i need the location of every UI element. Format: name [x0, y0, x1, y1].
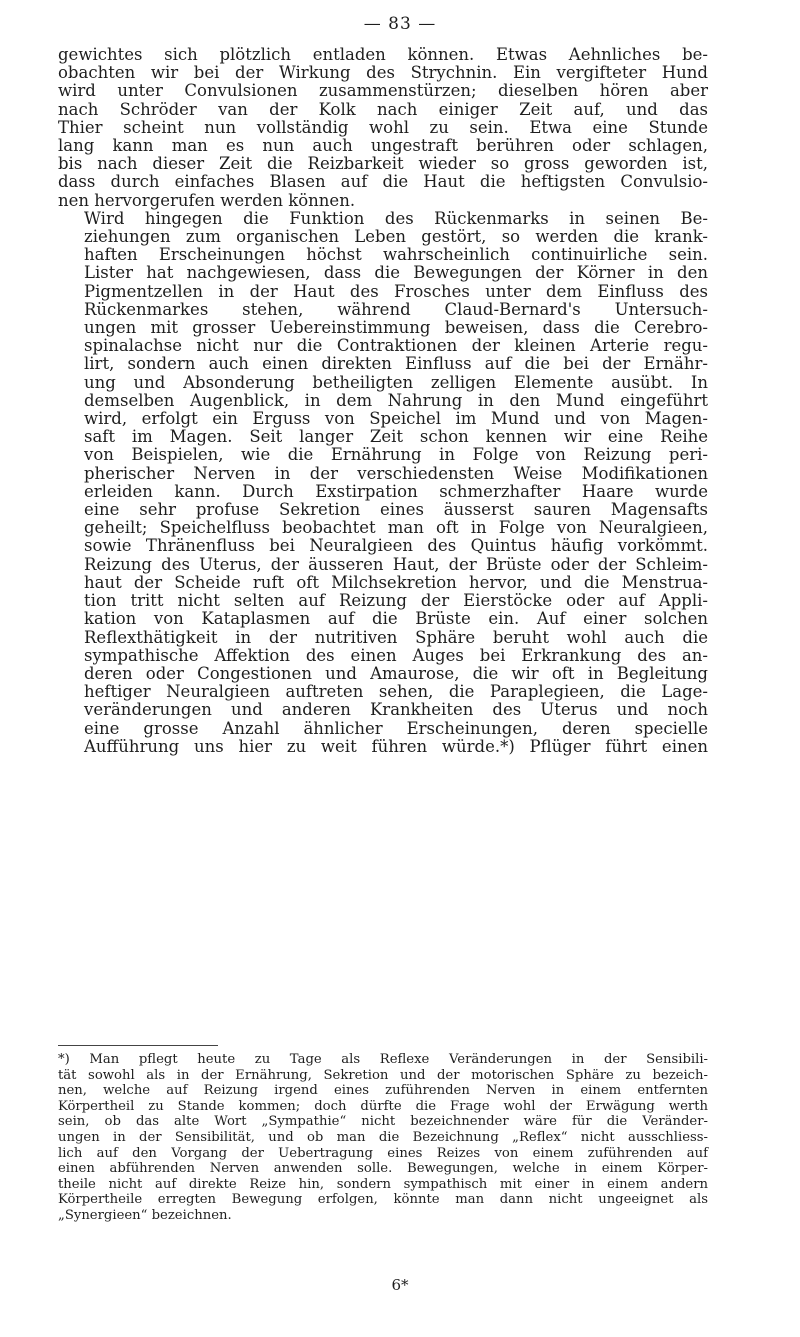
text-line: eine grosse Anzahl ähnlicher Erscheinungen, deren specielle: [84, 718, 708, 738]
text-line: von Beispielen, wie die Ernährung in Folge von Reizung peri-: [84, 445, 708, 465]
footnote-line: theile nicht auf direkte Reize hin, sondern sympathisch mit einer in einem andern: [58, 1176, 708, 1192]
text-line: pherischer Nerven in der verschiedensten Weise Modifikationen: [84, 463, 708, 483]
paragraph-1: [58, 46, 708, 210]
footnote-line: Körpertheil zu Stande kommen; doch dürfte die Frage wohl der Erwägung werth: [58, 1098, 708, 1114]
footnote-line: ungen in der Sensibilität, und ob man die Bezeichnung „Reflex“ nicht ausschliess-: [58, 1129, 708, 1145]
text-line: deren oder Congestionen und Amaurose, die wir oft in Begleitung: [84, 663, 708, 683]
text-line: wird, erfolgt ein Erguss von Speichel im Mund und von Magen-: [84, 409, 708, 429]
text-line: nen hervorgerufen werden können.: [58, 190, 356, 210]
main-text: [58, 46, 708, 756]
paragraph-2: [58, 210, 708, 756]
text-line: heftiger Neuralgieen auftreten sehen, die Paraplegieen, die Lage-: [84, 682, 708, 702]
text-line: wird unter Convulsionen zusammenstürzen; dieselben hören aber: [58, 81, 708, 101]
text-line: Reflexthätigkeit in der nutritiven Sphäre beruht wohl auch die: [84, 627, 708, 647]
text-line: tion tritt nicht selten auf Reizung der Eierstöcke oder auf Appli-: [84, 591, 708, 611]
text-line: Thier scheint nun vollständig wohl zu sein. Etwa eine Stunde: [58, 117, 708, 137]
text-line: Pigmentzellen in der Haut des Frosches unter dem Einfluss des: [84, 281, 708, 301]
footnote-line: Körpertheile erregten Bewegung erfolgen, könnte man dann nicht ungeeignet als: [58, 1192, 708, 1208]
text-line: ziehungen zum organischen Leben gestört, so werden die krank-: [84, 227, 708, 247]
text-line: haften Erscheinungen höchst wahrscheinlich continuirliche sein.: [84, 245, 708, 265]
footnote-line: einen abführenden Nerven anwenden solle. Bewegungen, welche in einem Körper-: [58, 1161, 708, 1177]
text-line: gewichtes sich plötzlich entladen können. Etwas Aehnliches be-: [58, 45, 708, 64]
footnote: [58, 1052, 708, 1224]
text-line: lirt, sondern auch einen direkten Einfluss auf die bei der Ernähr-: [84, 354, 708, 374]
text-line: Aufführung uns hier zu weit führen würde.*) Pflüger führt einen: [84, 736, 708, 756]
text-line: ung und Absonderung betheiligten zelligen Elemente ausübt. In: [84, 372, 708, 392]
text-line: erleiden kann. Durch Exstirpation schmerzhafter Haare wurde: [84, 481, 708, 501]
text-line: spinalachse nicht nur die Contraktionen der kleinen Arterie regu-: [84, 336, 708, 356]
text-line: ungen mit grosser Uebereinstimmung beweisen, dass die Cerebro-: [84, 318, 708, 338]
text-line: lang kann man es nun auch ungestraft berühren oder schlagen,: [58, 136, 708, 156]
text-line: Lister hat nachgewiesen, dass die Bewegungen der Körner in den: [84, 263, 708, 283]
text-line: nach Schröder van der Kolk nach einiger Zeit auf, und das: [58, 99, 708, 119]
footnote-line: lich auf den Vorgang der Uebertragung eines Reizes von einem zuführenden auf: [58, 1145, 708, 1161]
text-line: veränderungen und anderen Krankheiten des Uterus und noch: [84, 700, 708, 720]
text-line: dass durch einfaches Blasen auf die Haut die heftigsten Convulsio-: [58, 172, 708, 192]
signature-mark: 6*: [391, 1276, 409, 1294]
text-line: Rückenmarkes stehen, während Claud-Bernard's Untersuch-: [84, 299, 708, 319]
text-line: geheilt; Speichelfluss beobachtet man oft in Folge von Neuralgieen,: [84, 518, 708, 538]
footnote-line: *) Man pflegt heute zu Tage als Reflexe Veränderungen in der Sensibili-: [58, 1052, 708, 1067]
text-line: saft im Magen. Seit langer Zeit schon kennen wir eine Reihe: [84, 427, 708, 447]
footnote-line: „Synergieen“ bezeichnen.: [58, 1207, 232, 1223]
footnote-line: tät sowohl als in der Ernährung, Sekretion und der motorischen Sphäre zu bezeich-: [58, 1067, 708, 1083]
page-number: — 83 —: [363, 14, 437, 34]
text-line: sympathische Affektion des einen Auges bei Erkrankung des an-: [84, 645, 708, 665]
text-line: eine sehr profuse Sekretion eines äusserst sauren Magensafts: [84, 500, 708, 520]
text-line: demselben Augenblick, in dem Nahrung in den Mund eingeführt: [84, 390, 708, 410]
text-line: sowie Thränenfluss bei Neuralgieen des Quintus häufig vorkömmt.: [84, 536, 708, 556]
text-line: kation von Kataplasmen auf die Brüste ein. Auf einer solchen: [84, 609, 708, 629]
text-line: bis nach dieser Zeit die Reizbarkeit wieder so gross geworden ist,: [58, 154, 708, 174]
footnote-line: sein, ob das alte Wort „Sympathie“ nicht bezeichnender wäre für die Veränder-: [58, 1114, 708, 1130]
text-line: Reizung des Uterus, der äusseren Haut, der Brüste oder der Schleim-: [84, 554, 708, 574]
text-line: haut der Scheide ruft oft Milchsekretion hervor, und die Menstrua-: [84, 572, 708, 592]
text-line: obachten wir bei der Wirkung des Strychnin. Ein vergifteter Hund: [58, 63, 708, 83]
text-line: Wird hingegen die Funktion des Rückenmarks in seinen Be-: [84, 208, 708, 228]
footnote-line: nen, welche auf Reizung irgend eines zuführenden Nerven in einem entfernten: [58, 1083, 708, 1099]
footnote-divider: [58, 1045, 218, 1046]
